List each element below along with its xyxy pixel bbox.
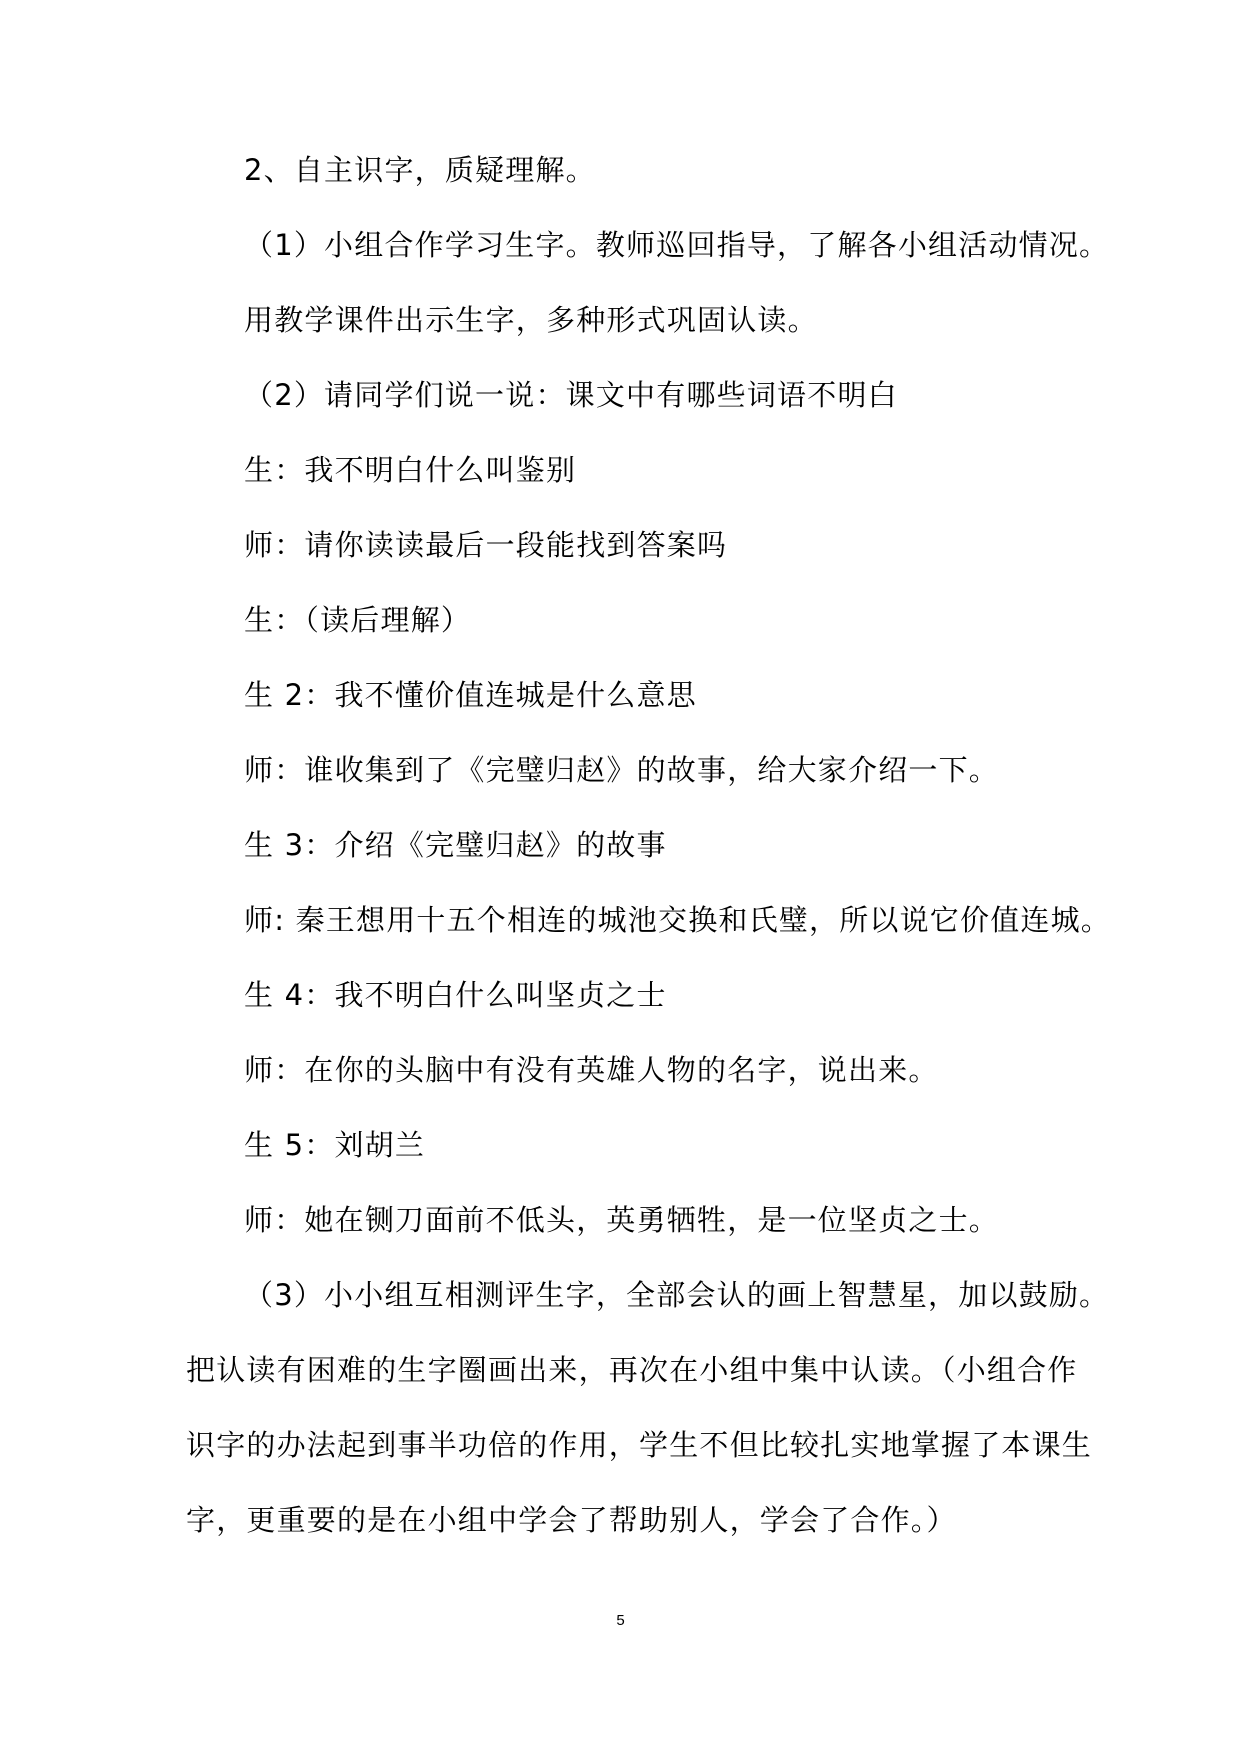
- paragraph-line: （3）小小组互相测评生字，全部会认的画上智慧星，加以鼓励。: [244, 1278, 1110, 1312]
- paragraph-line: （1）小组合作学习生字。教师巡回指导，了解各小组活动情况。: [244, 228, 1110, 262]
- dialogue-line: 师：她在铡刀面前不低头，英勇牺牲，是一位坚贞之士。: [244, 1203, 1000, 1237]
- dialogue-line: 师：请你读读最后一段能找到答案吗: [244, 528, 728, 562]
- dialogue-line: 生 5：刘胡兰: [244, 1128, 426, 1162]
- paragraph-line: 把认读有困难的生字圈画出来，再次在小组中集中认读。（小组合作: [186, 1353, 1078, 1387]
- dialogue-line: 生：我不明白什么叫鉴别: [244, 453, 577, 487]
- paragraph-line: 识字的办法起到事半功倍的作用，学生不但比较扎实地掌握了本课生: [186, 1428, 1093, 1462]
- paragraph-line: （2）请同学们说一说：课文中有哪些词语不明白: [244, 378, 898, 412]
- heading-self-literacy: 2、自主识字，质疑理解。: [244, 153, 596, 187]
- dialogue-line: 生 2：我不懂价值连城是什么意思: [244, 678, 697, 712]
- paragraph-line: 用教学课件出示生字，多种形式巩固认读。: [244, 303, 818, 337]
- dialogue-line: 生 3：介绍《完璧归赵》的故事: [244, 828, 667, 862]
- dialogue-line: 生 4：我不明白什么叫坚贞之士: [244, 978, 667, 1012]
- dialogue-line: 师：在你的头脑中有没有英雄人物的名字，说出来。: [244, 1053, 939, 1087]
- paragraph-line: 字，更重要的是在小组中学会了帮助别人，学会了合作。）: [186, 1503, 957, 1537]
- dialogue-line: 师: 秦王想用十五个相连的城池交换和氏璧，所以说它价值连城。: [244, 903, 1111, 937]
- page-number: 5: [616, 1612, 625, 1629]
- dialogue-line: 生：（读后理解）: [244, 603, 472, 637]
- dialogue-line: 师：谁收集到了《完璧归赵》的故事，给大家介绍一下。: [244, 753, 1000, 787]
